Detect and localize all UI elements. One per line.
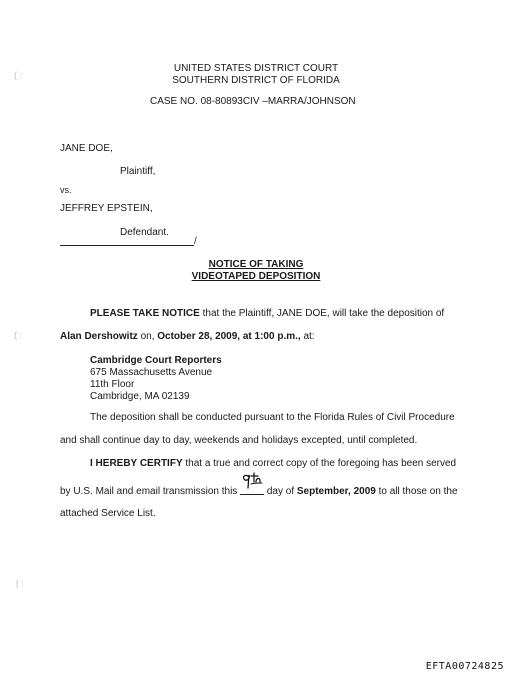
versus: vs.: [60, 185, 72, 195]
notice-paragraph-line1: [90, 308, 444, 320]
deponent-name: Alan Dershowitz: [60, 331, 138, 342]
certificate-month-year: September, 2009: [296, 486, 376, 497]
notice-on-text: on,: [137, 331, 158, 342]
rules-paragraph-line1: The deposition shall be conducted pursuant to the Florida Rules of Civil Procedure: [90, 412, 455, 423]
scan-margin-mark: ( :: [14, 70, 22, 80]
location-name: Cambridge Court Reporters: [90, 355, 222, 366]
certificate-line3: attached Service List.: [60, 508, 156, 519]
defendant-role: Defendant.: [120, 227, 169, 238]
notice-at-text: at:: [300, 331, 315, 342]
notice-paragraph-line2: [60, 331, 315, 343]
bates-number: EFTA00724825: [425, 661, 504, 672]
notice-text: that the Plaintiff, JANE DOE, will take the deposition of: [199, 308, 445, 319]
plaintiff-name: JANE DOE,: [60, 143, 113, 154]
rules-paragraph-line2: and shall continue day to day, weekends and holidays excepted, until completed.: [60, 435, 418, 446]
certificate-text-c: to all those on the: [375, 486, 458, 497]
deposition-datetime: October 28, 2009, at 1:00 p.m.,: [157, 331, 301, 342]
plaintiff-role: Plaintiff,: [120, 166, 156, 177]
defendant-name: JEFFREY EPSTEIN,: [60, 203, 153, 214]
location-street: 675 Massachusetts Avenue: [90, 367, 213, 378]
scan-margin-mark: ( :: [14, 330, 22, 340]
location-city: Cambridge, MA 02139: [90, 391, 190, 402]
certificate-text-b: day of: [264, 486, 297, 497]
certificate-line1: [90, 458, 456, 470]
certificate-text: that a true and correct copy of the foregoing has been served: [182, 458, 457, 469]
notice-title-line1: NOTICE OF TAKING: [208, 259, 304, 270]
notice-title-line2: VIDEOTAPED DEPOSITION: [191, 271, 321, 282]
scan-margin-mark: | :: [16, 578, 24, 588]
caption-slash: /: [194, 236, 197, 247]
caption-rule: [60, 245, 194, 246]
certificate-text-a: by U.S. Mail and email transmission this: [60, 486, 241, 497]
case-number: CASE NO. 08-80893CIV –MARRA/JOHNSON: [150, 96, 356, 107]
hereby-certify: I HEREBY CERTIFY: [90, 458, 183, 469]
handwritten-day: [240, 468, 272, 496]
court-district: SOUTHERN DISTRICT OF FLORIDA: [172, 75, 340, 86]
please-take-notice: PLEASE TAKE NOTICE: [90, 308, 200, 319]
location-floor: 11th Floor: [90, 379, 135, 390]
court-name: UNITED STATES DISTRICT COURT: [173, 63, 339, 74]
